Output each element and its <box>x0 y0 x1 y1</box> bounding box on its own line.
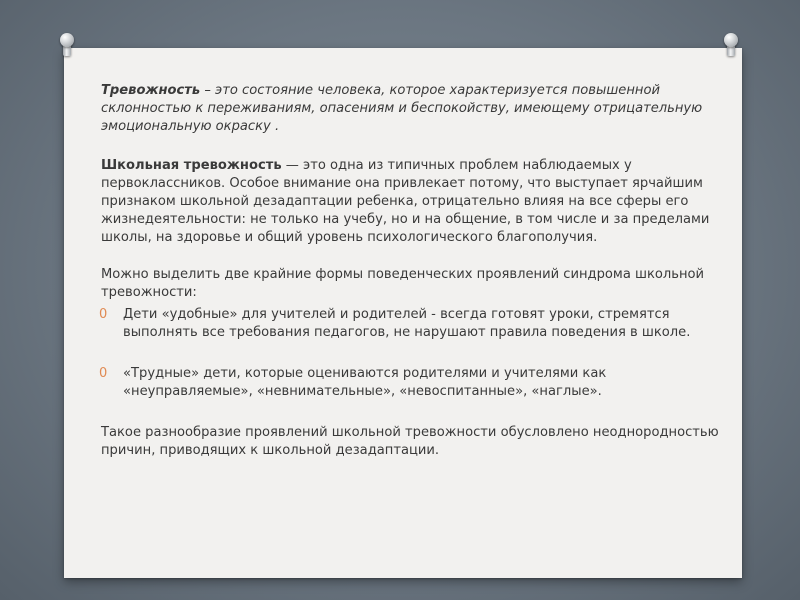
bullet-marker-icon: 0 <box>99 307 108 322</box>
definition-term: Тревожность <box>101 83 201 98</box>
bullet-text: Дети «удобные» для учителей и родителей - всегда готовят уроки, стремятся выполнять все требования педагогов, не нарушают правила поведения в школе. <box>123 307 691 340</box>
bullet-marker-icon: 0 <box>99 366 108 381</box>
school-anxiety-paragraph <box>101 157 721 247</box>
school-anxiety-text: — это одна из типичных проблем наблюдаемых у первоклассников. Особое внимание она привлекает потому, что выступает ярчайшим признаком школьной дезадаптации ребенка, отрицательно влияя на все сферы его жизнедеятельности: не только на учебу, но и на общение, в том числе и за пределами школы, на здоровье и общий уровень психологического благополучия. <box>101 158 710 245</box>
bullet-item <box>101 365 721 401</box>
definition-text: – это состояние человека, которое характеризуется повышенной склонностью к переживаниям, опасениям и беспокойству, имеющему отрицательную эмоциональную окраску . <box>101 83 703 134</box>
school-anxiety-term: Школьная тревожность <box>101 158 282 173</box>
pushpin-icon <box>58 33 76 57</box>
conclusion-paragraph: Такое разнообразие проявлений школьной тревожности обусловлено неоднородностью причин, приводящих к школьной дезадаптации. <box>101 425 719 458</box>
pushpin-icon <box>722 33 740 57</box>
bullet-text: «Трудные» дети, которые оцениваются родителями и учителями как «неуправляемые», «невнимательные», «невоспитанные», «наглые». <box>123 366 607 399</box>
slide-body <box>101 82 721 460</box>
forms-intro: Можно выделить две крайние формы поведенческих проявлений синдрома школьной тревожности: <box>101 267 705 300</box>
bullet-item <box>101 306 721 342</box>
definition-paragraph <box>101 82 721 136</box>
